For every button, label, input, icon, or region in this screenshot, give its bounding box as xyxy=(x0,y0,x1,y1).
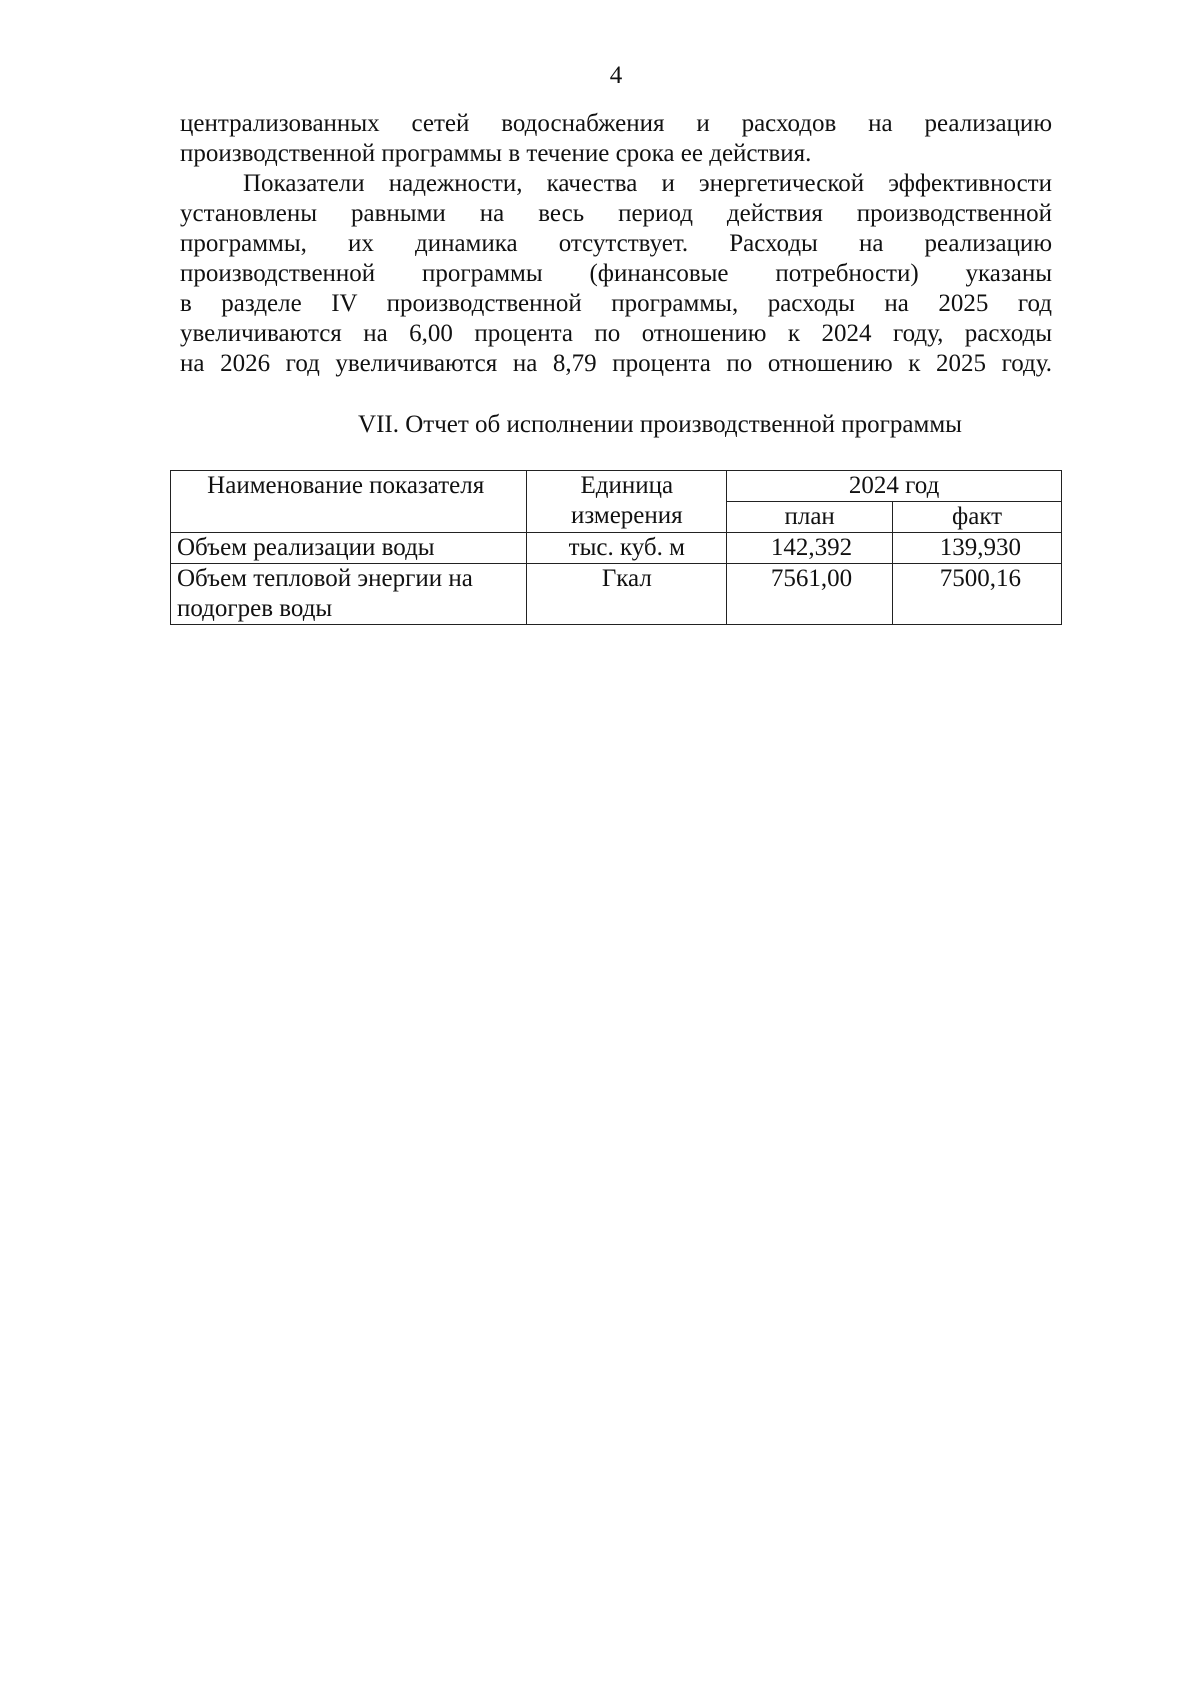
cell-plan: 7561,00 xyxy=(727,564,893,625)
cell-name: Объем реализации воды xyxy=(171,533,527,564)
cell-unit: Гкал xyxy=(527,564,727,625)
table-header-row xyxy=(171,471,1062,502)
section-heading: VII. Отчет об исполнении производственной программы xyxy=(358,411,962,438)
paragraph-line: производственной программы (финансовые потребности) указаны xyxy=(180,260,1052,287)
header-name: Наименование показателя xyxy=(171,471,527,533)
header-year: 2024 год xyxy=(727,471,1062,502)
paragraph-line: производственной программы в течение срока ее действия. xyxy=(180,140,812,167)
paragraph-line: увеличиваются на 6,00 процента по отношению к 2024 году, расходы xyxy=(180,320,1052,347)
cell-fact: 139,930 xyxy=(893,533,1062,564)
cell-fact: 7500,16 xyxy=(893,564,1062,625)
table-row xyxy=(171,564,1062,625)
paragraph-line: в разделе IV производственной программы, расходы на 2025 год xyxy=(180,290,1052,317)
header-unit: Единица измерения xyxy=(527,471,727,533)
paragraph-line: программы, их динамика отсутствует. Расходы на реализацию xyxy=(180,230,1052,257)
paragraph-line: централизованных сетей водоснабжения и расходов на реализацию xyxy=(180,110,1052,137)
table-row xyxy=(171,533,1062,564)
header-fact: факт xyxy=(893,502,1062,533)
header-plan: план xyxy=(727,502,893,533)
paragraph-line: установлены равными на весь период действия производственной xyxy=(180,200,1052,227)
page-number: 4 xyxy=(609,62,623,89)
cell-plan: 142,392 xyxy=(727,533,893,564)
paragraph-line: Показатели надежности, качества и энергетической эффективности xyxy=(243,170,1052,197)
report-table xyxy=(170,470,1062,625)
cell-name: Объем тепловой энергии на подогрев воды xyxy=(171,564,527,625)
paragraph-line: на 2026 год увеличиваются на 8,79 процента по отношению к 2025 году. xyxy=(180,350,1052,377)
cell-unit: тыс. куб. м xyxy=(527,533,727,564)
